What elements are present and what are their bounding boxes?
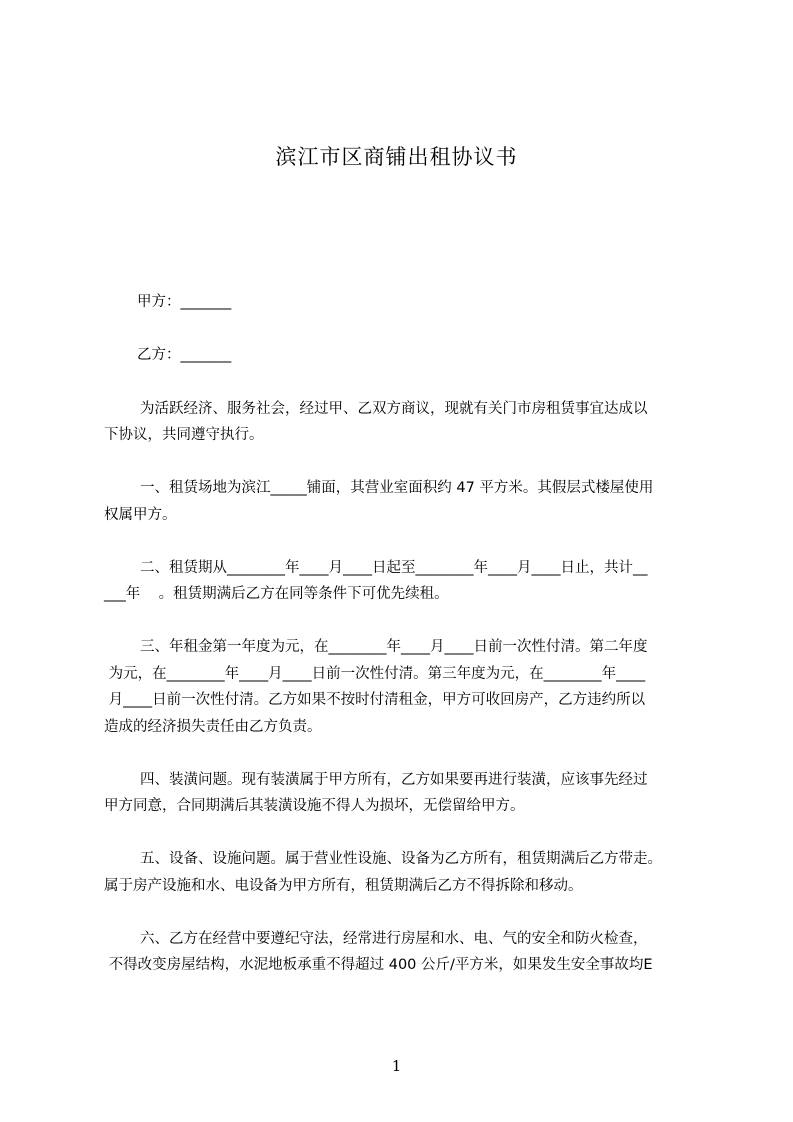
clause-5-line-2: 属于房产设施和水、电设备为甲方所有，租赁期满后乙方不得拆除和移动。 bbox=[104, 878, 583, 894]
clause-2-line-1: 二、租赁期从________年____月____日起至________年____月____日止，共计__ bbox=[140, 560, 648, 576]
clause-6-line-1: 六、乙方在经营中要遵纪守法，经常进行房屋和水、电、气的安全和防火检查， bbox=[140, 931, 648, 947]
clause-4-line-1: 四、装潢问题。现有装潢属于甲方所有，乙方如果要再进行装潢，应该事先经过 bbox=[140, 772, 648, 788]
clause-1-line-2: 权属甲方。 bbox=[104, 507, 177, 523]
clause-5-line-1: 五、设备、设施问题。属于营业性设施、设备为乙方所有，租赁期满后乙方带走。 bbox=[140, 851, 662, 867]
intro-line-1: 为活跃经济、服务社会，经过甲、乙双方商议，现就有关门市房租赁事宜达成以 bbox=[140, 401, 648, 417]
intro-line-2: 下协议，共同遵守执行。 bbox=[104, 427, 264, 443]
clause-3-line-4: 造成的经济损失责任由乙方负责。 bbox=[104, 719, 322, 735]
clause-3-line-2: 为元，在________年____月____日前一次性付清。第三年度为元，在________年____ bbox=[104, 666, 646, 682]
party-b-line: 乙方：_______ bbox=[137, 347, 232, 363]
clause-6-line-2: 不得改变房屋结构，水泥地板承重不得超过 400 公斤/平方米，如果发生安全事故均E bbox=[104, 957, 653, 973]
clause-3-line-1: 三、年租金第一年度为元，在________年____月____日前一次性付清。第二年度 bbox=[140, 639, 648, 655]
document-title: 滨江市区商铺出租协议书 bbox=[275, 145, 518, 169]
clause-3-line-3: 月____日前一次性付清。乙方如果不按时付清租金，甲方可收回房产，乙方违约所以 bbox=[104, 692, 646, 708]
clause-2-line-2: ___年 。租赁期满后乙方在同等条件下可优先续租。 bbox=[104, 586, 449, 602]
party-a-line: 甲方：_______ bbox=[137, 294, 232, 310]
clause-1-line-1: 一、租赁场地为滨江_____铺面，其营业室面积约 47 平方米。其假层式楼屋使用 bbox=[140, 480, 654, 496]
page-number: 1 bbox=[391, 1057, 402, 1075]
clause-4-line-2: 甲方同意，合同期满后其装潢设施不得人为损坏，无偿留给甲方。 bbox=[104, 798, 525, 814]
